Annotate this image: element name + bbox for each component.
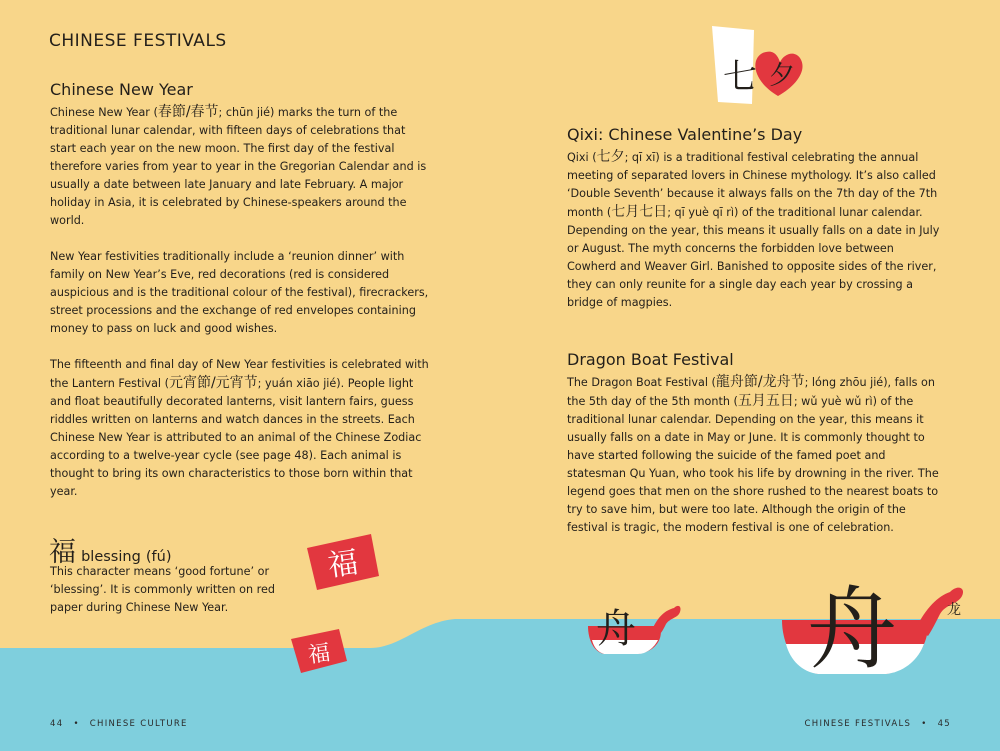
dragon-boat-paragraph: The Dragon Boat Festival (龍舟節/龙舟节; lóng zhōu jié), falls on the 5th day of the 5th month (五月五日; wǔ yuè wǔ rì) of the traditional lunar calendar. Depending on the year, this means it usually falls on a date in May or June. It is commonly thought to have started following the suicide of the famed poet and statesman Qu Yuan, who took his life by drowning in the river. The legend goes that men on the shore rushed to the nearest boats to try to save him, but were too late. Although the origin of the festival is tragic, the modern festival is one of celebration. (567, 374, 939, 534)
blessing-text: This character means ‘good fortune’ or ‘blessing’. It is commonly written on red paper during Chinese New Year. (50, 565, 276, 614)
page-number-right: 45 (937, 719, 951, 729)
new-year-paragraph-3: The fifteenth and final day of New Year festivities is celebrated with the Lantern Festival (元宵節/元宵节; yuán xiāo jié). People light and float beautifully decorated lanterns, visit lantern fairs, guess riddles written on lanterns and watch dances in the streets. Each Chinese New Year is attributed to an animal of the Chinese Zodiac according to a twelve-year cycle (see page 48). Each animal is thought to bring its own characteristics to those born within that year. (50, 358, 429, 498)
svg-text:龙: 龙 (947, 602, 961, 618)
qixi-paragraph: Qixi (七夕; qī xī) is a traditional festival celebrating the annual meeting of separated lovers in Chinese mythology. It’s also called ‘Double Seventh’ because it always falls on the 7th day of the 7th month (七月七日; qī yuè qī rì) of the traditional lunar calendar. Depending on the year, this means it usually falls on a date in July or August. The myth concerns the forbidden love between Cowherd and Weaver Girl. Banished to opposite sides of the river, they can only reunite for a single day each year by crossing a bridge of magpies. (567, 149, 940, 309)
footer-section-right: CHINESE FESTIVALS (804, 719, 912, 729)
new-year-paragraph-1: Chinese New Year (春節/春节; chūn jié) marks the turn of the traditional lunar calendar, with fifteen days of celebrations that start each year on the new moon. The first day of the festival therefore varies from year to year in the Gregorian Calendar and is usually a date between late January and late February. A major holiday in Asia, it is celebrated by Chinese-speakers around the world. (50, 104, 427, 227)
svg-text:舟: 舟 (596, 606, 636, 652)
section-qixi (567, 125, 802, 144)
blessing-word: blessing (81, 549, 141, 565)
footer-left (50, 719, 188, 729)
page-title: CHINESE FESTIVALS (49, 31, 227, 51)
blessing-pinyin: (fú) (145, 549, 172, 565)
qixi-card-heart-icon (708, 26, 808, 108)
fu-flag-large-icon (303, 530, 385, 596)
svg-text:舟: 舟 (807, 577, 897, 682)
qixi-text (567, 148, 943, 312)
heading-dragon-boat: Dragon Boat Festival (567, 350, 734, 369)
section-chinese-new-year (50, 80, 435, 99)
heading-chinese-new-year: Chinese New Year (50, 80, 193, 99)
section-dragon-boat (567, 350, 734, 369)
fu-flag-small-icon (289, 627, 351, 677)
dragon-boat-large-icon (778, 574, 968, 684)
blessing-character: 福 (49, 537, 76, 568)
new-year-text (50, 103, 432, 501)
footer-right (805, 719, 951, 729)
svg-text:夕: 夕 (768, 61, 796, 91)
svg-text:福: 福 (306, 640, 332, 669)
svg-text:七: 七 (723, 57, 757, 97)
heading-qixi: Qixi: Chinese Valentine’s Day (567, 125, 803, 144)
new-year-paragraph-2: New Year festivities traditionally include a ‘reunion dinner’ with family on New Year’s Eve, red decorations (red is considered auspicious and is the traditional colour of the festival), firecrackers, street processions and the exchange of red envelopes containing money to pass on luck and good wishes. (50, 250, 429, 335)
footer-bullet-right: • (921, 719, 928, 729)
footer-bullet-left: • (73, 719, 80, 729)
dragon-boat-small-icon (582, 596, 692, 662)
svg-text:福: 福 (325, 545, 361, 584)
footer-section-left: CHINESE CULTURE (89, 719, 188, 729)
page-number-left: 44 (50, 719, 64, 729)
dragon-boat-text (567, 373, 947, 537)
